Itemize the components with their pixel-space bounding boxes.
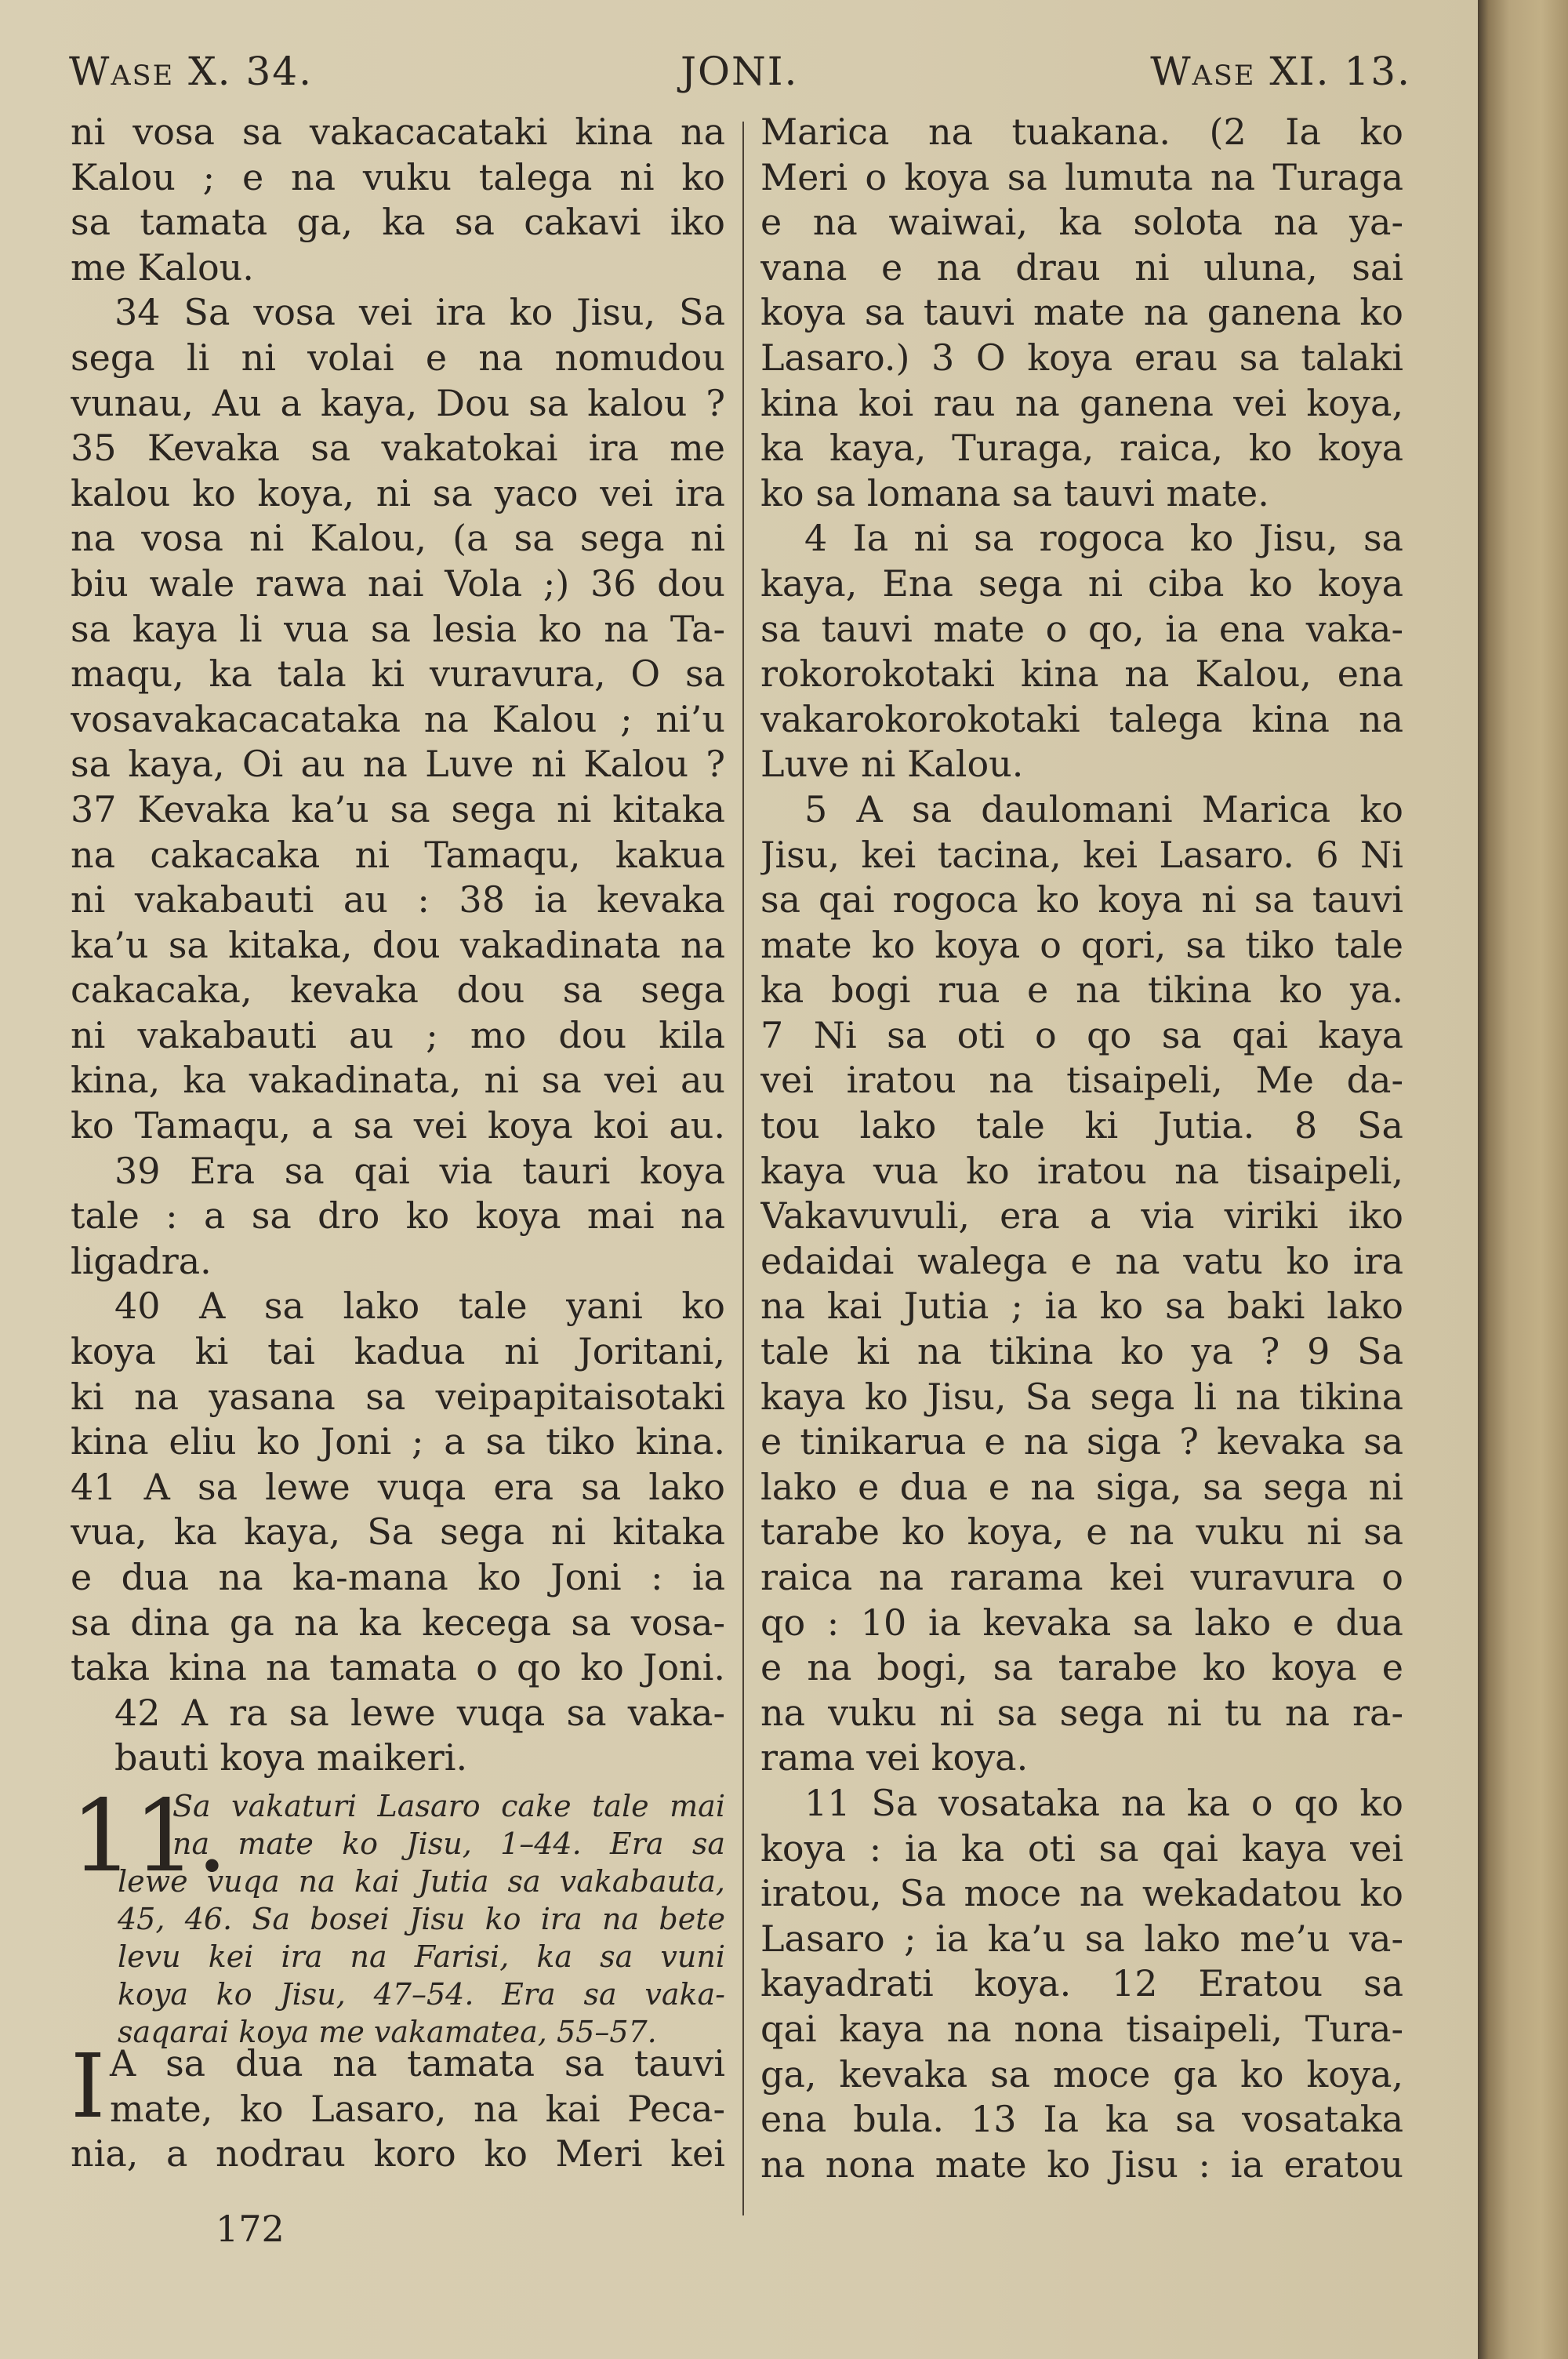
text-line: Vakavuvuli, era a via viriki iko <box>760 1194 1403 1238</box>
text-line: sa tauvi mate o qo, ia ena vaka- <box>760 607 1403 650</box>
text-line: sega li ni volai e na nomudou <box>71 336 725 379</box>
text-line: na nona mate ko Jisu : ia eratou <box>760 2143 1403 2186</box>
text-line: Kalou ; e na vuku talega ni ko <box>71 155 725 198</box>
text-line: qai kaya na nona tisaipeli, Tura- <box>760 2007 1403 2050</box>
chapter-number: 11. <box>71 1778 228 1894</box>
text-line: Marica na tuakana. (2 Ia ko <box>760 111 1403 153</box>
text-line: ki na yasana sa veipapitaisotaki <box>71 1375 725 1418</box>
text-line: ni vosa sa vakacacataki kina na <box>71 111 725 153</box>
text-line: rama vei koya. <box>760 1736 1029 1779</box>
text-line: tale : a sa dro ko koya mai na <box>71 1194 725 1238</box>
text-line: ena bula. 13 Ia ka sa vosataka <box>760 2098 1403 2141</box>
text-line: 41 A sa lewe vuqa era sa lako <box>71 1465 725 1508</box>
text-line: koya sa tauvi mate na ganena ko <box>760 291 1403 334</box>
text-line: e tinikarua e na siga ? kevaka sa <box>760 1420 1403 1463</box>
text-line: e na bogi, sa tarabe ko koya e <box>760 1646 1403 1689</box>
text-line: vua, ka kaya, Sa sega ni kitaka <box>71 1510 725 1554</box>
text-line: ni vakabauti au : 38 ia kevaka <box>71 878 725 921</box>
text-line: 4 Ia ni sa rogoca ko Jisu, sa <box>804 517 1403 560</box>
text-line: 35 Kevaka sa vakatokai ira me <box>71 427 725 470</box>
text-line: 39 Era sa qai via tauri koya <box>114 1149 725 1192</box>
text-line: sa qai rogoca ko koya ni sa tauvi <box>760 878 1403 921</box>
text-line: ni vakabauti au ; mo dou kila <box>71 1013 725 1056</box>
text-line: vei iratou na tisaipeli, Me da- <box>760 1059 1403 1102</box>
text-line: kaya vua ko iratou na tisaipeli, <box>760 1149 1403 1192</box>
text-line: bauti koya maikeri. <box>114 1736 468 1779</box>
text-line: na cakacaka ni Tamaqu, kakua <box>71 833 725 876</box>
text-line: nia, a nodrau koro ko Meri kei <box>71 2132 725 2175</box>
text-line: vakarokorokotaki talega kina na <box>760 697 1403 740</box>
text-line: raica na rarama kei vuravura o <box>760 1556 1403 1598</box>
text-line: sa tamata ga, ka sa cakavi iko <box>71 201 725 244</box>
text-line: ko Tamaqu, a sa vei koya koi au. <box>71 1104 725 1147</box>
header-book-title: JONI. <box>681 49 799 94</box>
text-line: sa kaya li vua sa lesia ko na Ta- <box>71 607 725 650</box>
text-line: sa kaya, Oi au na Luve ni Kalou ? <box>71 743 725 786</box>
text-line: ko sa lomana sa tauvi mate. <box>760 471 1269 514</box>
text-line: iratou, Sa moce na wekadatou ko <box>760 1872 1403 1915</box>
summary-line: levu kei ira na Farisi, ka sa vuni <box>118 1939 725 1974</box>
text-line: Jisu, kei tacina, kei Lasaro. 6 Ni <box>760 833 1403 876</box>
page-number: 172 <box>216 2208 285 2250</box>
text-line: 40 A sa lako tale yani ko <box>114 1285 725 1328</box>
text-line: kina eliu ko Joni ; a sa tiko kina. <box>71 1420 725 1463</box>
text-line: koya ki tai kadua ni Joritani, <box>71 1330 725 1373</box>
text-line: na kai Jutia ; ia ko sa baki lako <box>760 1285 1403 1328</box>
text-line: kina koi rau na ganena vei koya, <box>760 381 1403 424</box>
text-line: na vosa ni Kalou, (a sa sega ni <box>71 517 725 560</box>
drop-cap: I <box>71 2035 106 2138</box>
text-line: ga, kevaka sa moce ga ko koya, <box>760 2052 1403 2095</box>
text-line: A sa dua na tamata sa tauvi <box>110 2041 725 2085</box>
text-line: sa dina ga na ka kecega sa vosa- <box>71 1601 725 1644</box>
left-text-block <box>71 110 725 1781</box>
text-line: 34 Sa vosa vei ira ko Jisu, Sa <box>114 291 725 334</box>
text-line: cakacaka, kevaka dou sa sega <box>71 969 725 1012</box>
text-line: Meri o koya sa lumuta na Turaga <box>760 155 1403 198</box>
header-left-reference: Wase X. 34. <box>69 49 313 94</box>
summary-line: Sa vakaturi Lasaro cake tale mai <box>172 1788 725 1823</box>
text-line: mate, ko Lasaro, na kai Peca- <box>110 2087 725 2130</box>
text-line: Luve ni Kalou. <box>760 743 1024 786</box>
chapter-opening <box>71 2035 725 2177</box>
text-line: lako e dua e na siga, sa sega ni <box>760 1465 1403 1508</box>
text-line: e dua na ka-mana ko Joni : ia <box>71 1556 725 1598</box>
text-line: ka kaya, Turaga, raica, ko koya <box>760 427 1403 470</box>
text-line: biu wale rawa nai Vola ;) 36 dou <box>71 562 725 605</box>
text-line: na vuku ni sa sega ni tu na ra- <box>760 1691 1403 1734</box>
summary-line: lewe vuqa na kai Jutia sa vakabauta, <box>118 1863 725 1899</box>
summary-line: na mate ko Jisu, 1–44. Era sa <box>172 1826 725 1861</box>
text-line: e na waiwai, ka solota na ya- <box>760 201 1403 244</box>
text-line: vunau, Au a kaya, Dou sa kalou ? <box>71 381 725 424</box>
text-line: rokorokotaki kina na Kalou, ena <box>760 652 1403 696</box>
summary-line: 45, 46. Sa bosei Jisu ko ira na bete <box>118 1901 725 1936</box>
column-divider <box>742 122 744 2215</box>
text-line: 11 Sa vosataka na ka o qo ko <box>804 1781 1403 1824</box>
text-line: 42 A ra sa lewe vuqa sa vaka- <box>114 1691 725 1734</box>
text-line: maqu, ka tala ki vuravura, O sa <box>71 652 725 696</box>
header-right-reference: Wase XI. 13. <box>1150 49 1411 94</box>
text-line: Lasaro ; ia ka’u sa lako me’u va- <box>760 1917 1403 1960</box>
text-line: 7 Ni sa oti o qo sa qai kaya <box>760 1013 1403 1056</box>
text-line: kaya, Ena sega ni ciba ko koya <box>760 562 1403 605</box>
summary-line: saqarai koya me vakamatea, 55–57. <box>118 2014 657 2049</box>
text-line: me Kalou. <box>71 245 254 289</box>
running-header <box>69 49 1411 104</box>
text-line: kina, ka vakadinata, ni sa vei au <box>71 1059 725 1102</box>
text-line: Lasaro.) 3 O koya erau sa talaki <box>760 336 1403 379</box>
summary-line: koya ko Jisu, 47–54. Era sa vaka- <box>118 1976 725 2012</box>
text-line: 5 A sa daulomani Marica ko <box>804 787 1403 831</box>
text-line: tou lako tale ki Jutia. 8 Sa <box>760 1104 1403 1147</box>
text-line: ligadra. <box>71 1239 212 1282</box>
text-line: vosavakacacataka na Kalou ; ni’u <box>71 697 725 740</box>
text-line: kaya ko Jisu, Sa sega li na tikina <box>760 1375 1403 1418</box>
text-line: edaidai walega e na vatu ko ira <box>760 1239 1403 1282</box>
book-gutter-shadow <box>1478 0 1568 2359</box>
right-column <box>760 110 1403 2187</box>
text-line: koya : ia ka oti sa qai kaya vei <box>760 1826 1403 1870</box>
text-line: kayadrati koya. 12 Eratou sa <box>760 1962 1403 2005</box>
text-line: taka kina na tamata o qo ko Joni. <box>71 1646 725 1689</box>
text-line: ka’u sa kitaka, dou vakadinata na <box>71 923 725 966</box>
text-line: 37 Kevaka ka’u sa sega ni kitaka <box>71 787 725 831</box>
text-line: ka bogi rua e na tikina ko ya. <box>760 969 1403 1012</box>
text-line: tale ki na tikina ko ya ? 9 Sa <box>760 1330 1403 1373</box>
left-column <box>71 110 725 2177</box>
chapter-summary <box>71 1778 725 2049</box>
text-line: kalou ko koya, ni sa yaco vei ira <box>71 471 725 514</box>
text-line: vana e na drau ni uluna, sai <box>760 245 1403 289</box>
text-line: tarabe ko koya, e na vuku ni sa <box>760 1510 1403 1554</box>
text-line: qo : 10 ia kevaka sa lako e dua <box>760 1601 1403 1644</box>
text-line: mate ko koya o qori, sa tiko tale <box>760 923 1403 966</box>
